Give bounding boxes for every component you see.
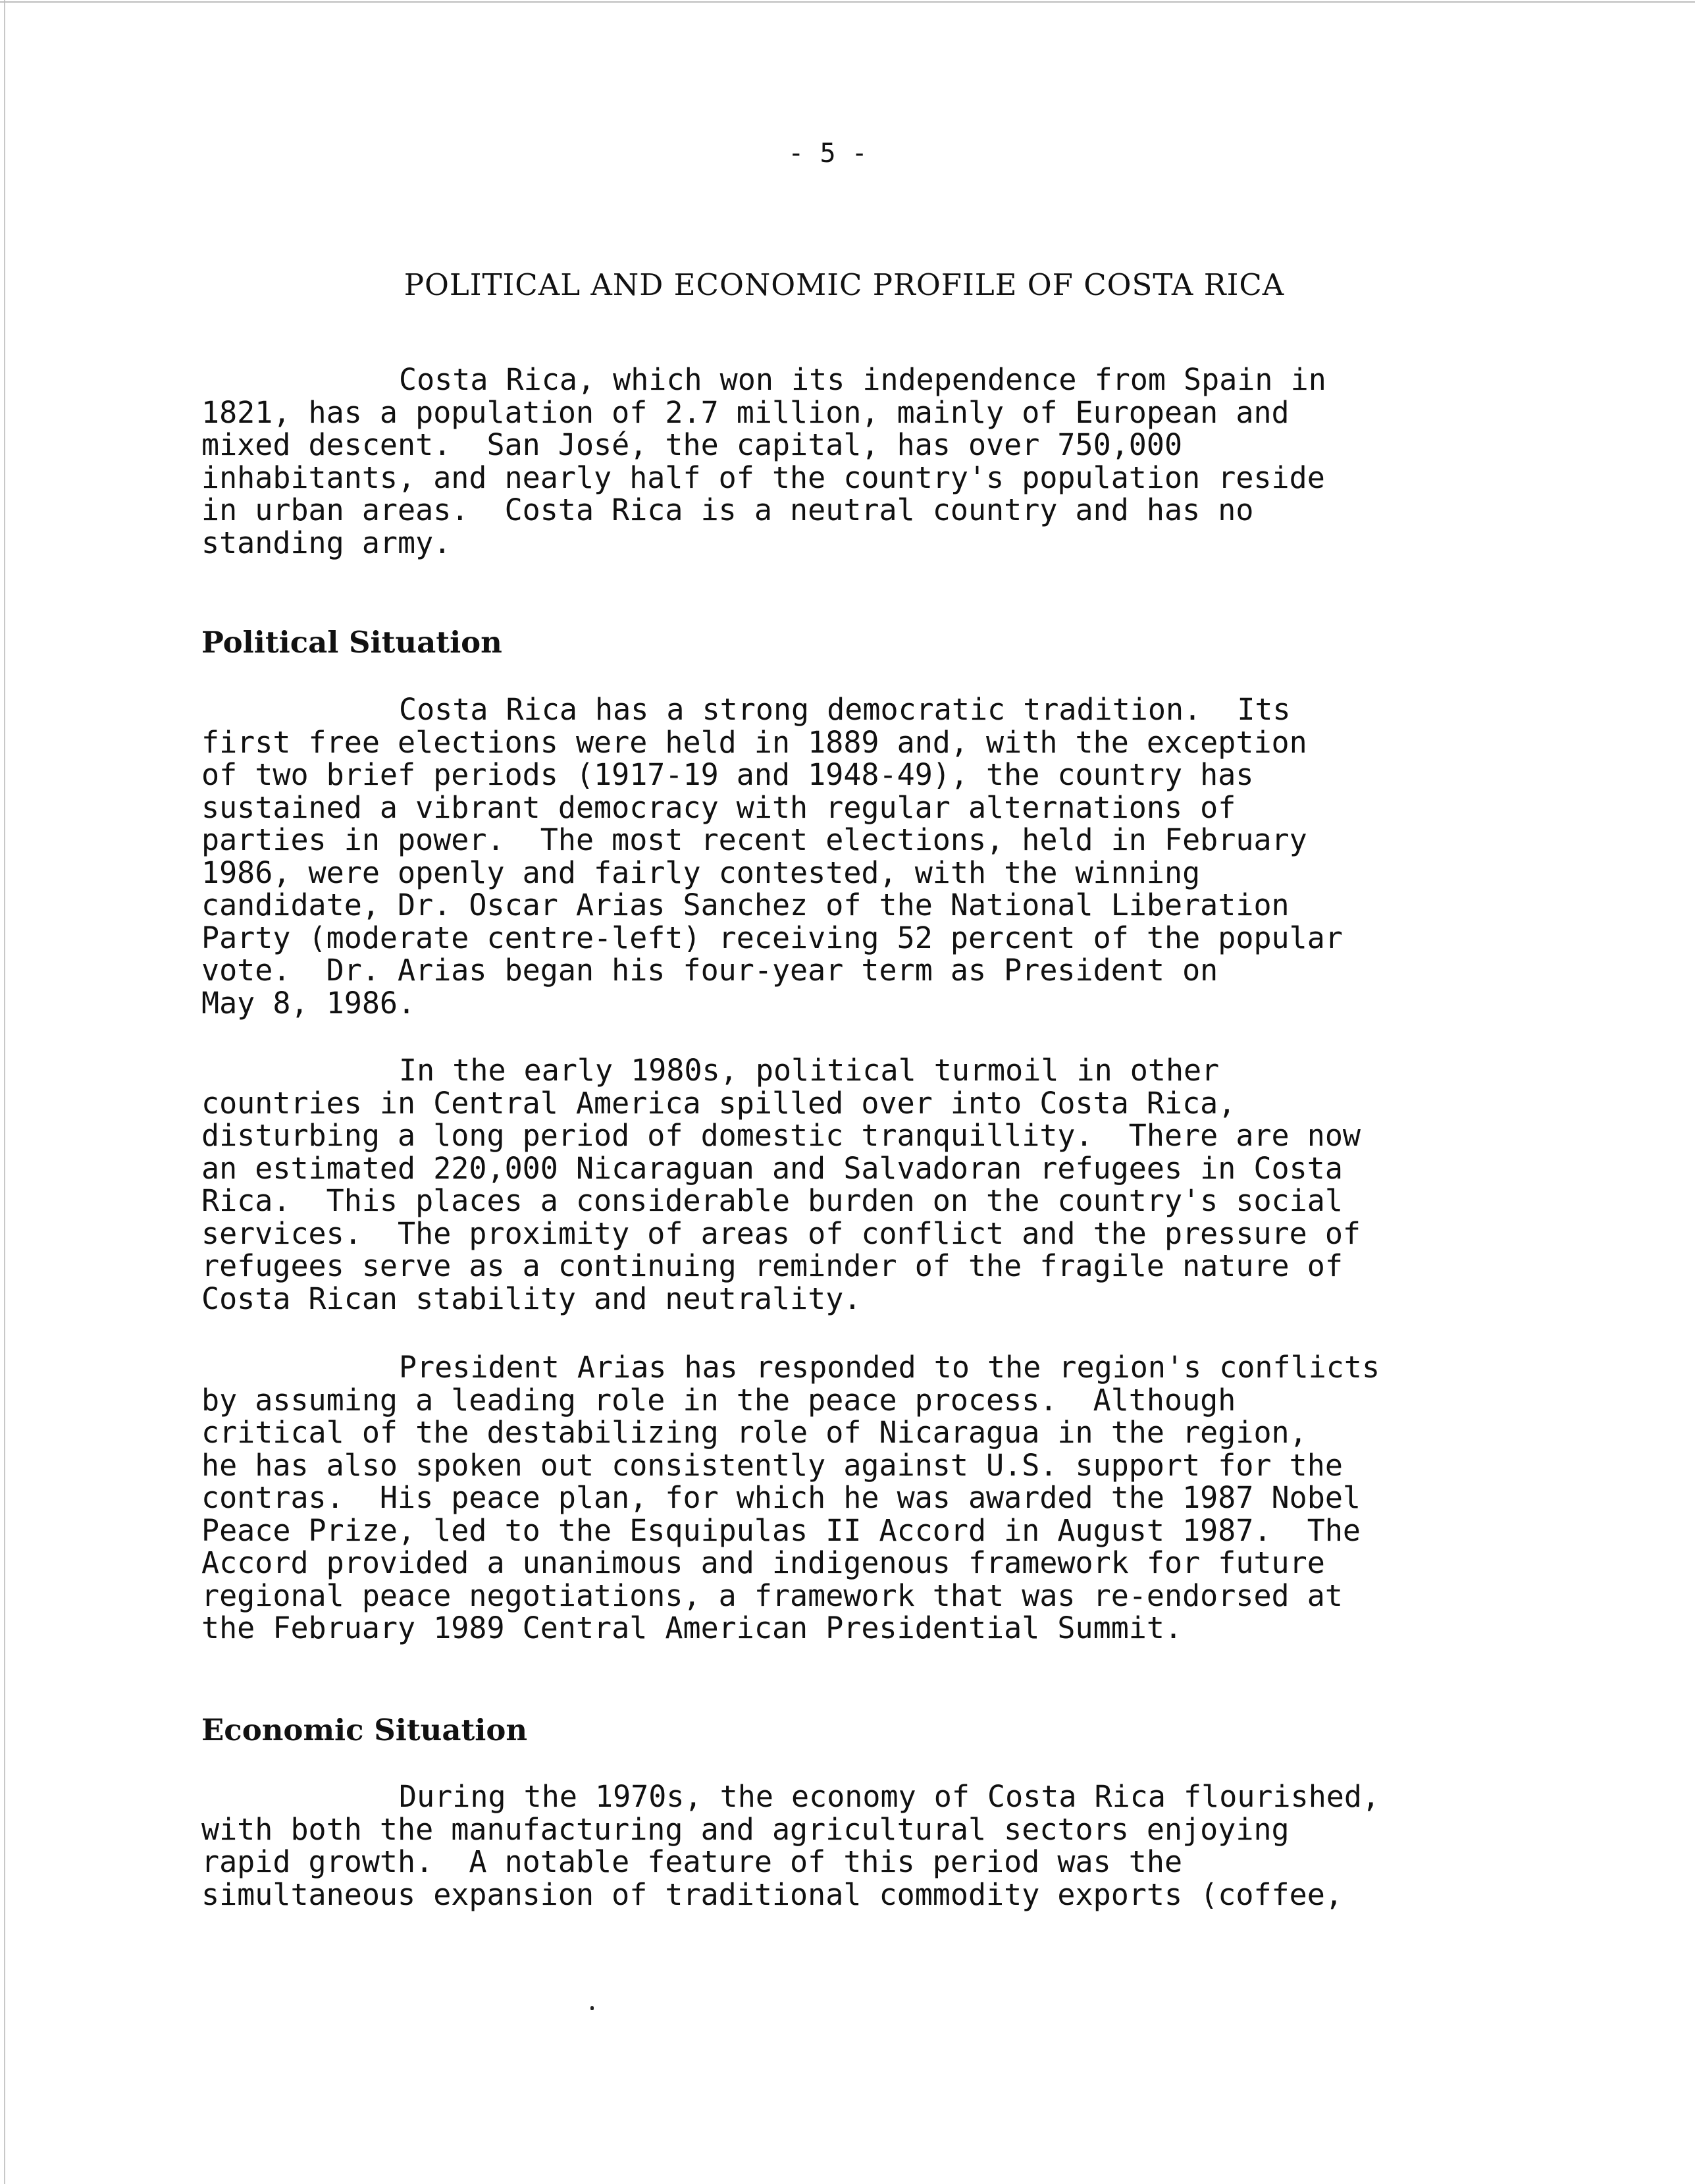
- political-paragraph-3: [201, 1351, 1518, 1645]
- paragraph-line: disturbing a long period of domestic tranquillity. There are now: [201, 1118, 1361, 1153]
- paragraph-line: regional peace negotiations, a framework that was re-endorsed at: [201, 1578, 1343, 1613]
- paragraph-line: Peace Prize, led to the Esquipulas II Accord in August 1987. The: [201, 1512, 1361, 1548]
- paragraph-line: of two brief periods (1917-19 and 1948-49), the country has: [201, 757, 1254, 792]
- paragraph-line: inhabitants, and nearly half of the country's population reside: [201, 460, 1325, 495]
- document-title: POLITICAL AND ECONOMIC PROFILE OF COSTA RICA: [404, 267, 1285, 302]
- scan-edge-top: [0, 1, 1695, 3]
- paragraph-line: services. The proximity of areas of conflict and the pressure of: [201, 1215, 1361, 1251]
- paragraph-line: refugees serve as a continuing reminder of the fragile nature of: [201, 1248, 1343, 1283]
- political-paragraph-2: [201, 1054, 1518, 1315]
- paragraph-line: Rica. This places a considerable burden on the country's social: [201, 1183, 1343, 1218]
- paragraph-line: Costa Rican stability and neutrality.: [201, 1281, 862, 1316]
- paragraph-line: During the 1970s, the economy of Costa Rica flourished,: [399, 1779, 1380, 1814]
- paragraph-line: the February 1989 Central American Presidential Summit.: [201, 1611, 1183, 1645]
- paragraph-line: 1986, were openly and fairly contested, with the winning: [201, 855, 1201, 890]
- paragraph-line: In the early 1980s, political turmoil in other: [399, 1053, 1220, 1088]
- paragraph-line: Party (moderate centre-left) receiving 52 percent of the popular: [201, 920, 1343, 955]
- paragraph-line: May 8, 1986.: [201, 985, 416, 1021]
- section-heading-political: Political Situation: [201, 625, 502, 660]
- paragraph-line: he has also spoken out consistently against U.S. support for the: [201, 1447, 1343, 1483]
- paragraph-line: contras. His peace plan, for which he was awarded the 1987 Nobel: [201, 1480, 1361, 1515]
- scan-speck: [590, 2006, 594, 2010]
- page-number: - 5 -: [788, 138, 868, 169]
- paragraph-line: by assuming a leading role in the peace process. Although: [201, 1382, 1236, 1418]
- paragraph-line: Costa Rica has a strong democratic tradition. Its: [399, 692, 1291, 727]
- paragraph-line: Costa Rica, which won its independence from Spain in: [399, 362, 1326, 397]
- paragraph-line: mixed descent. San José, the capital, has over 750,000: [201, 427, 1183, 462]
- section-heading-economic: Economic Situation: [201, 1713, 528, 1747]
- scan-edge-left: [4, 0, 5, 2184]
- paragraph-line: critical of the destabilizing role of Nicaragua in the region,: [201, 1415, 1307, 1450]
- political-paragraph-1: [201, 693, 1518, 1019]
- paragraph-line: with both the manufacturing and agricultural sectors enjoying: [201, 1811, 1290, 1847]
- paragraph-line: 1821, has a population of 2.7 million, mainly of European and: [201, 394, 1290, 430]
- paragraph-line: President Arias has responded to the region's conflicts: [399, 1350, 1380, 1385]
- paragraph-line: first free elections were held in 1889 and, with the exception: [201, 724, 1307, 760]
- paragraph-line: simultaneous expansion of traditional commodity exports (coffee,: [201, 1877, 1343, 1912]
- paragraph-line: an estimated 220,000 Nicaraguan and Salvadoran refugees in Costa: [201, 1150, 1343, 1186]
- paragraph-line: parties in power. The most recent elections, held in February: [201, 822, 1307, 857]
- paragraph-line: countries in Central America spilled over into Costa Rica,: [201, 1085, 1236, 1121]
- paragraph-line: sustained a vibrant democracy with regular alternations of: [201, 789, 1236, 825]
- paragraph-line: in urban areas. Costa Rica is a neutral country and has no: [201, 493, 1254, 527]
- paragraph-line: standing army.: [201, 525, 452, 560]
- intro-paragraph: [201, 363, 1518, 559]
- paragraph-line: rapid growth. A notable feature of this period was the: [201, 1844, 1183, 1879]
- economic-paragraph-1: [201, 1780, 1518, 1911]
- paragraph-line: candidate, Dr. Oscar Arias Sanchez of the National Liberation: [201, 888, 1290, 922]
- paragraph-line: Accord provided a unanimous and indigenous framework for future: [201, 1545, 1325, 1580]
- paragraph-line: vote. Dr. Arias began his four-year term as President on: [201, 953, 1218, 988]
